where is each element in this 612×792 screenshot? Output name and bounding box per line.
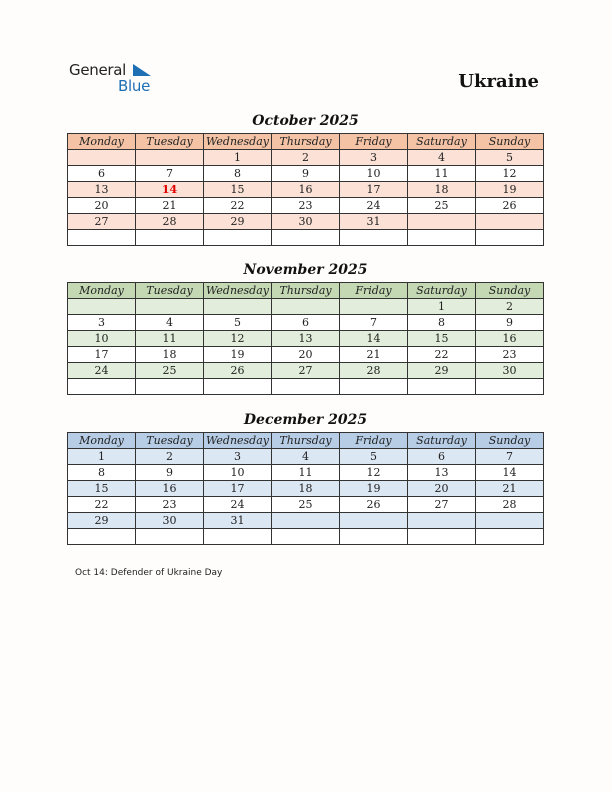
- day-cell: 12: [476, 166, 544, 182]
- day-cell: [476, 513, 544, 529]
- day-cell: [204, 529, 272, 545]
- calendar-november: [67, 282, 544, 395]
- weekday-header: Monday: [68, 134, 136, 150]
- weekday-header: Monday: [68, 283, 136, 299]
- day-cell: 10: [204, 465, 272, 481]
- week-row: [68, 481, 544, 497]
- day-cell: 7: [136, 166, 204, 182]
- day-cell: 22: [408, 347, 476, 363]
- week-row: [68, 513, 544, 529]
- weekday-header-row: [68, 433, 544, 449]
- day-cell: [272, 529, 340, 545]
- day-cell: [272, 230, 340, 246]
- day-cell: [136, 230, 204, 246]
- week-row: [68, 331, 544, 347]
- day-cell: 23: [476, 347, 544, 363]
- day-cell: 12: [204, 331, 272, 347]
- day-cell: 28: [340, 363, 408, 379]
- weekday-header: Thursday: [272, 283, 340, 299]
- day-cell: 5: [476, 150, 544, 166]
- day-cell: 23: [136, 497, 204, 513]
- day-cell: 1: [408, 299, 476, 315]
- country-title: Ukraine: [458, 71, 539, 92]
- day-cell: 8: [68, 465, 136, 481]
- weekday-header: Friday: [340, 433, 408, 449]
- day-cell: 13: [68, 182, 136, 198]
- day-cell: 6: [68, 166, 136, 182]
- day-cell: [68, 379, 136, 395]
- week-row: [68, 299, 544, 315]
- day-cell: 19: [340, 481, 408, 497]
- weekday-header: Thursday: [272, 433, 340, 449]
- logo-text-general: General: [69, 61, 127, 79]
- weekday-header: Saturday: [408, 283, 476, 299]
- day-cell: 2: [476, 299, 544, 315]
- day-cell: 18: [272, 481, 340, 497]
- day-cell: [68, 230, 136, 246]
- day-cell: [68, 529, 136, 545]
- day-cell: 24: [204, 497, 272, 513]
- day-cell: [340, 513, 408, 529]
- day-cell: 9: [136, 465, 204, 481]
- weekday-header: Monday: [68, 433, 136, 449]
- day-cell: 27: [408, 497, 476, 513]
- day-cell: [204, 230, 272, 246]
- weekday-header: Tuesday: [136, 283, 204, 299]
- weekday-header: Tuesday: [136, 134, 204, 150]
- day-cell: [476, 379, 544, 395]
- day-cell: 15: [204, 182, 272, 198]
- logo-text-blue: Blue: [118, 77, 150, 95]
- day-cell: [68, 299, 136, 315]
- day-cell: 20: [68, 198, 136, 214]
- day-cell: 3: [340, 150, 408, 166]
- day-cell: [272, 299, 340, 315]
- day-cell: 14: [340, 331, 408, 347]
- week-row: [68, 363, 544, 379]
- day-cell: [408, 379, 476, 395]
- weekday-header: Sunday: [476, 433, 544, 449]
- day-cell: 3: [204, 449, 272, 465]
- day-cell: 30: [136, 513, 204, 529]
- day-cell: 29: [408, 363, 476, 379]
- day-cell: 16: [272, 182, 340, 198]
- day-cell: [136, 529, 204, 545]
- day-cell: 29: [204, 214, 272, 230]
- generalblue-logo: [69, 61, 159, 95]
- day-cell: [476, 230, 544, 246]
- logo-flag-icon: [133, 64, 155, 78]
- day-cell: 13: [408, 465, 476, 481]
- calendar-october: [67, 133, 544, 246]
- day-cell: 27: [272, 363, 340, 379]
- day-cell: 16: [476, 331, 544, 347]
- day-cell: 20: [272, 347, 340, 363]
- month-title-october: October 2025: [252, 113, 359, 129]
- day-cell: 6: [272, 315, 340, 331]
- weekday-header-row: [68, 134, 544, 150]
- day-cell: 15: [68, 481, 136, 497]
- weekday-header-row: [68, 283, 544, 299]
- day-cell: 29: [68, 513, 136, 529]
- week-row: [68, 449, 544, 465]
- week-row: [68, 379, 544, 395]
- day-cell: 30: [476, 363, 544, 379]
- day-cell: 28: [476, 497, 544, 513]
- day-cell: 10: [340, 166, 408, 182]
- day-cell: 28: [136, 214, 204, 230]
- day-cell: 8: [204, 166, 272, 182]
- day-cell: [408, 529, 476, 545]
- day-cell: 26: [204, 363, 272, 379]
- day-cell: 8: [408, 315, 476, 331]
- day-cell: 7: [476, 449, 544, 465]
- day-cell: 16: [136, 481, 204, 497]
- weekday-header: Sunday: [476, 134, 544, 150]
- day-cell: 11: [408, 166, 476, 182]
- day-cell: [340, 299, 408, 315]
- day-cell: 25: [272, 497, 340, 513]
- day-cell: [204, 379, 272, 395]
- day-cell: [340, 379, 408, 395]
- day-cell: 11: [272, 465, 340, 481]
- day-cell: 17: [204, 481, 272, 497]
- day-cell: 11: [136, 331, 204, 347]
- day-cell: 26: [340, 497, 408, 513]
- day-cell: 10: [68, 331, 136, 347]
- day-cell: 14: [476, 465, 544, 481]
- weekday-header: Friday: [340, 283, 408, 299]
- day-cell: 21: [340, 347, 408, 363]
- weekday-header: Sunday: [476, 283, 544, 299]
- day-cell: [340, 529, 408, 545]
- week-row: [68, 214, 544, 230]
- week-row: [68, 465, 544, 481]
- day-cell: 1: [68, 449, 136, 465]
- day-cell: 15: [408, 331, 476, 347]
- day-cell: 31: [340, 214, 408, 230]
- day-cell: 31: [204, 513, 272, 529]
- day-cell: [340, 230, 408, 246]
- day-cell: 4: [272, 449, 340, 465]
- day-cell: 25: [408, 198, 476, 214]
- day-cell: 7: [340, 315, 408, 331]
- week-row: [68, 315, 544, 331]
- week-row: [68, 529, 544, 545]
- day-cell: 22: [68, 497, 136, 513]
- day-cell: 17: [68, 347, 136, 363]
- day-cell: 12: [340, 465, 408, 481]
- day-cell: 6: [408, 449, 476, 465]
- week-row: [68, 230, 544, 246]
- week-row: [68, 198, 544, 214]
- week-row: [68, 166, 544, 182]
- day-cell: [408, 230, 476, 246]
- day-cell: [204, 299, 272, 315]
- day-cell: 5: [340, 449, 408, 465]
- day-cell: [136, 379, 204, 395]
- day-cell: 13: [272, 331, 340, 347]
- weekday-header: Saturday: [408, 134, 476, 150]
- day-cell: 26: [476, 198, 544, 214]
- day-cell: [272, 513, 340, 529]
- day-cell: 22: [204, 198, 272, 214]
- weekday-header: Thursday: [272, 134, 340, 150]
- day-cell: 18: [136, 347, 204, 363]
- day-cell: 5: [204, 315, 272, 331]
- weekday-header: Saturday: [408, 433, 476, 449]
- day-cell: 24: [340, 198, 408, 214]
- day-cell: 9: [476, 315, 544, 331]
- day-cell: 2: [136, 449, 204, 465]
- day-cell: 25: [136, 363, 204, 379]
- day-cell: [408, 214, 476, 230]
- day-cell: 24: [68, 363, 136, 379]
- day-cell: 19: [476, 182, 544, 198]
- day-cell: 4: [136, 315, 204, 331]
- day-cell: 18: [408, 182, 476, 198]
- day-cell: 9: [272, 166, 340, 182]
- week-row: [68, 497, 544, 513]
- weekday-header: Wednesday: [204, 433, 272, 449]
- day-cell: 23: [272, 198, 340, 214]
- day-cell: [272, 379, 340, 395]
- day-cell: 2: [272, 150, 340, 166]
- calendar-december: [67, 432, 544, 545]
- day-cell: 21: [476, 481, 544, 497]
- holiday-day-cell: 14: [136, 182, 204, 198]
- week-row: [68, 150, 544, 166]
- day-cell: [476, 529, 544, 545]
- weekday-header: Wednesday: [204, 134, 272, 150]
- day-cell: [136, 299, 204, 315]
- weekday-header: Wednesday: [204, 283, 272, 299]
- day-cell: [408, 513, 476, 529]
- week-row: [68, 182, 544, 198]
- day-cell: 30: [272, 214, 340, 230]
- day-cell: 21: [136, 198, 204, 214]
- weekday-header: Friday: [340, 134, 408, 150]
- week-row: [68, 347, 544, 363]
- day-cell: 3: [68, 315, 136, 331]
- day-cell: 1: [204, 150, 272, 166]
- day-cell: 20: [408, 481, 476, 497]
- day-cell: 4: [408, 150, 476, 166]
- weekday-header: Tuesday: [136, 433, 204, 449]
- day-cell: [476, 214, 544, 230]
- day-cell: [136, 150, 204, 166]
- day-cell: [68, 150, 136, 166]
- month-title-november: November 2025: [243, 262, 368, 278]
- day-cell: 27: [68, 214, 136, 230]
- holiday-note: Oct 14: Defender of Ukraine Day: [75, 568, 223, 578]
- day-cell: 17: [340, 182, 408, 198]
- month-title-december: December 2025: [243, 412, 368, 428]
- day-cell: 19: [204, 347, 272, 363]
